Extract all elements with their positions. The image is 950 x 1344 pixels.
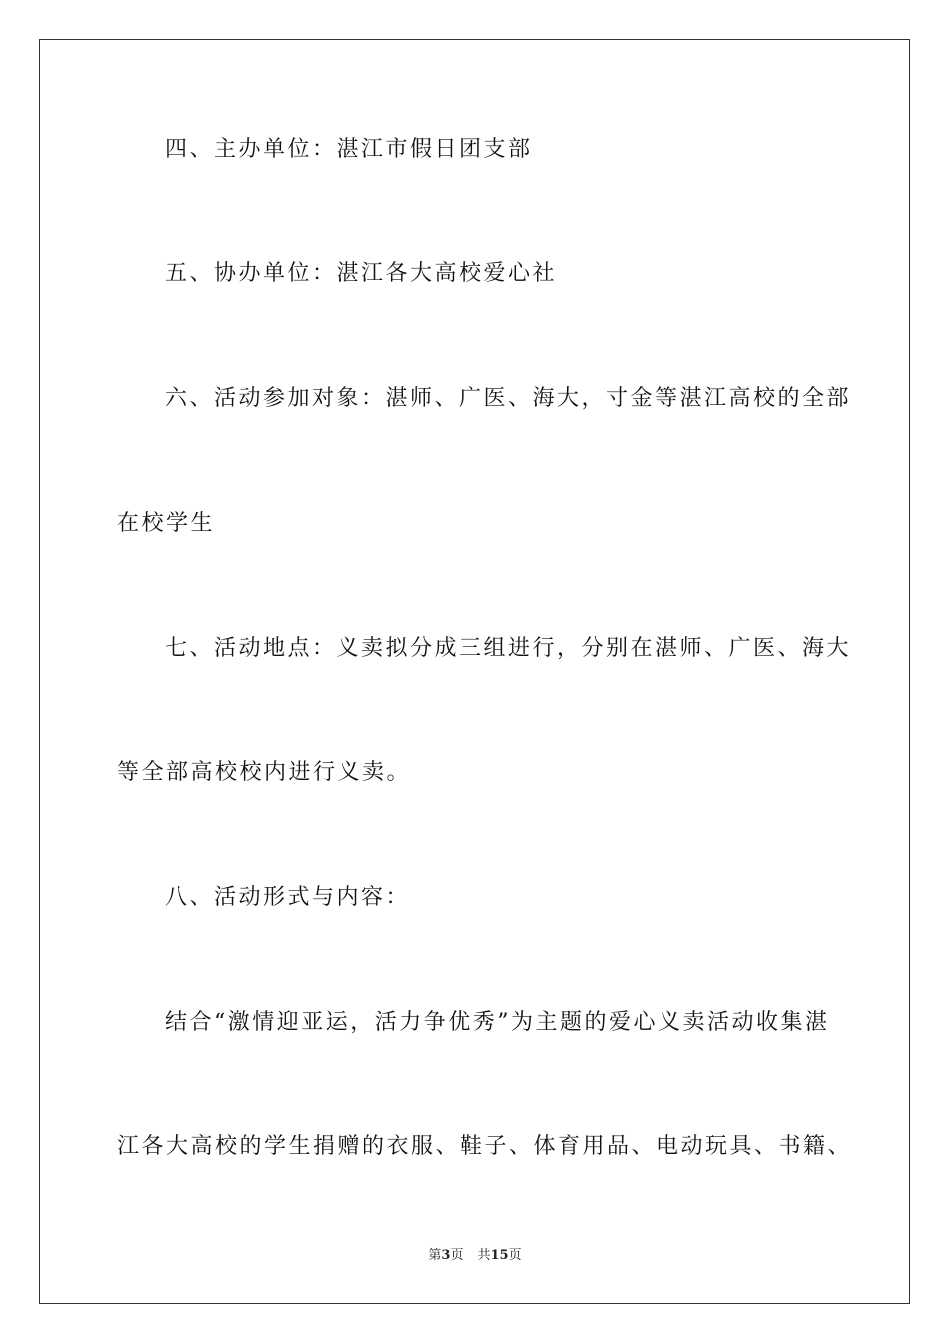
paragraph-line-content: 结合“激情迎亚运，活力争优秀”为主题的爱心义卖活动收集湛 — [165, 1010, 830, 1035]
paragraph-line-content-cont: 江各大高校的学生捐赠的衣服、鞋子、体育用品、电动玩具、书籍、 — [117, 1134, 853, 1159]
footer-page-number: 3 — [441, 1248, 451, 1263]
paragraph-line-organizer: 四、主办单位：湛江市假日团支部 — [165, 137, 533, 162]
page-frame — [39, 39, 910, 1304]
paragraph-line-participants: 六、活动参加对象：湛师、广医、海大，寸金等湛江高校的全部 — [165, 386, 852, 411]
footer-page-suffix: 页 — [450, 1248, 464, 1263]
paragraph-line-location: 七、活动地点：义卖拟分成三组进行，分别在湛师、广医、海大 — [165, 636, 852, 661]
paragraph-line-participants-cont: 在校学生 — [117, 511, 216, 536]
page-footer — [0, 1247, 950, 1265]
footer-page-prefix: 第 — [428, 1248, 442, 1263]
paragraph-line-location-cont: 等全部高校校内进行义卖。 — [117, 760, 412, 785]
paragraph-line-format-heading: 八、活动形式与内容： — [165, 885, 411, 910]
footer-total-prefix: 共 — [477, 1248, 491, 1263]
footer-total-pages: 15 — [490, 1248, 509, 1263]
footer-total-suffix: 页 — [508, 1248, 522, 1263]
paragraph-line-co-organizer: 五、协办单位：湛江各大高校爱心社 — [165, 261, 558, 286]
